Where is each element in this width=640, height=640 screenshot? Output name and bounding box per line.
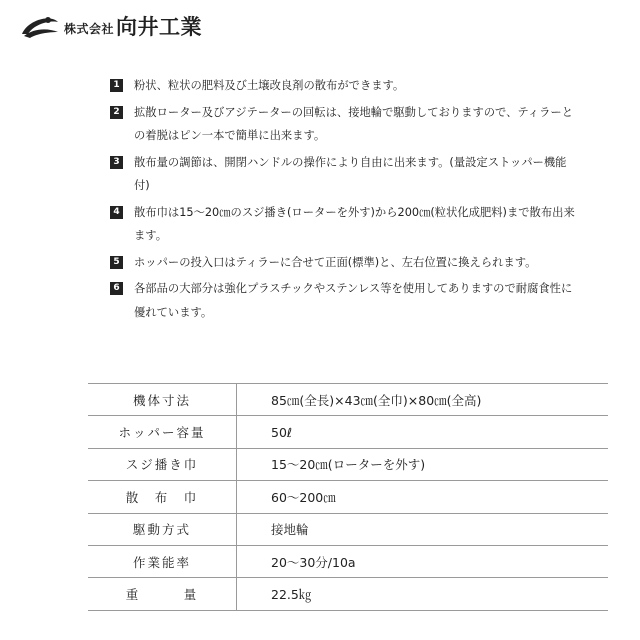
feature-number: 5 [110,256,123,269]
company-header [20,8,202,44]
feature-text: 各部品の大部分は強化プラスチックやステンレス等を使用してありますので耐腐食性に優れています。 [134,282,573,319]
spec-row [88,578,608,610]
feature-item [110,101,580,148]
spec-row [88,513,608,545]
feature-number: 2 [110,106,123,119]
feature-list [110,74,580,327]
spec-row [88,545,608,577]
spec-row [88,384,608,416]
feature-text: ホッパーの投入口はティラーに合せて正面(標準)と、左右位置に換えられます。 [134,255,537,269]
spec-label: スジ播き巾 [88,448,237,480]
spec-value: 15～20㎝(ローターを外す) [237,448,609,480]
feature-text: 散布量の調節は、開閉ハンドルの操作により自由に出来ます。(量設定ストッパー機能付) [134,155,567,192]
spec-value: 20～30分/10a [237,545,609,577]
spec-value: 60～200㎝ [237,481,609,513]
company-name: 向井工業 [116,15,203,39]
feature-text: 拡散ローター及びアジテーターの回転は、接地輪で駆動しておりますので、ティラーとの着脱はピン一本で簡単に出来ます。 [134,105,574,142]
spec-value: 22.5㎏ [237,578,609,610]
company-logo-icon [20,12,60,40]
feature-number: 6 [110,282,123,295]
spec-value: 85㎝(全長)×43㎝(全巾)×80㎝(全高) [237,384,609,416]
spec-label: 作業能率 [88,545,237,577]
feature-item [110,74,580,98]
feature-number: 4 [110,206,123,219]
spec-value: 50ℓ [237,416,609,448]
feature-text: 散布巾は15～20㎝のスジ播き(ローターを外す)から200㎝(粒状化成肥料)まで散布出来ます。 [134,205,575,242]
spec-value: 接地輪 [237,513,609,545]
feature-item [110,251,580,275]
feature-text: 粉状、粒状の肥料及び土壌改良剤の散布ができます。 [134,79,405,92]
feature-item [110,277,580,324]
feature-number: 1 [110,79,123,92]
feature-item [110,151,580,198]
spec-label: 機体寸法 [88,384,237,416]
company-prefix: 株式会社 [64,21,115,36]
spec-table [88,383,608,611]
spec-label: 重 量 [88,578,237,610]
spec-label: ホッパー容量 [88,416,237,448]
spec-row [88,481,608,513]
spec-row [88,448,608,480]
spec-label: 駆動方式 [88,513,237,545]
feature-number: 3 [110,156,123,169]
feature-item [110,201,580,248]
spec-row [88,416,608,448]
spec-label: 散 布 巾 [88,481,237,513]
